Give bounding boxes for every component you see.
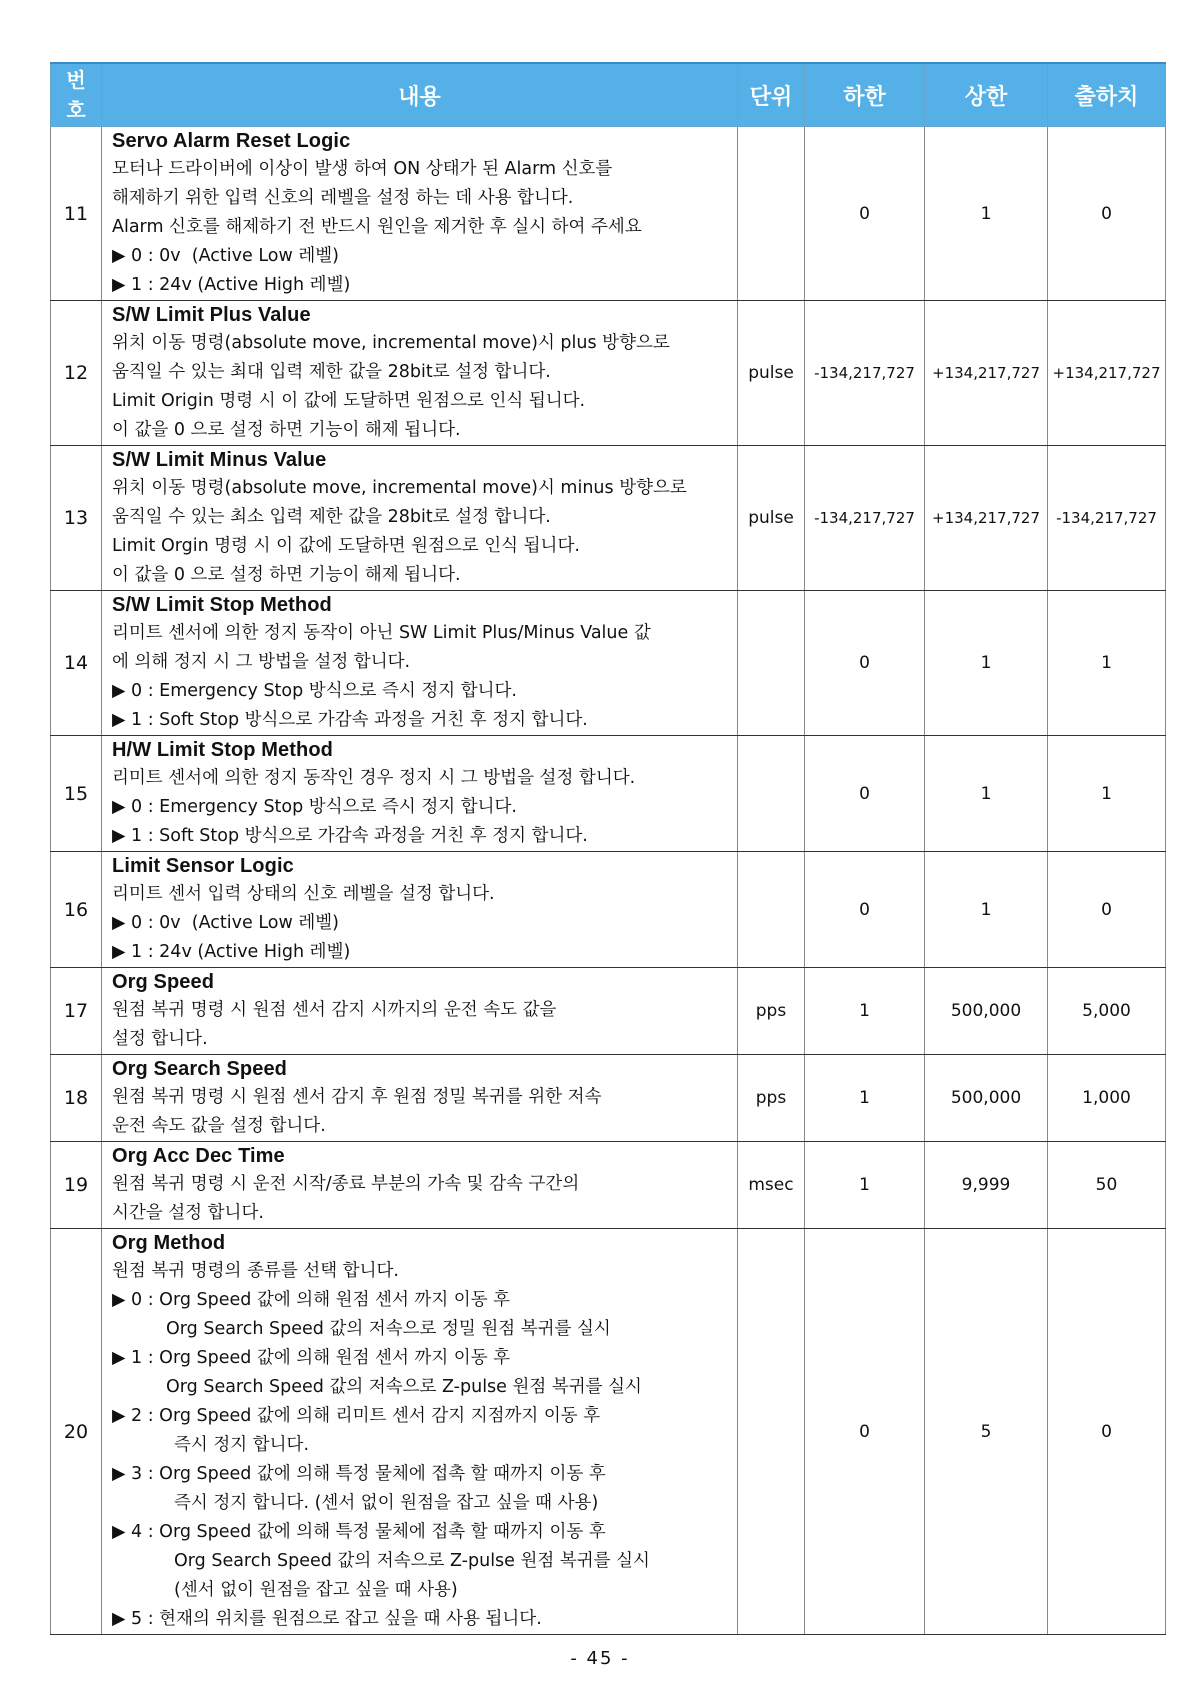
description-line: 위치 이동 명령(absolute move, incremental move)시 minus 방향으로: [112, 478, 687, 498]
table-row: [51, 736, 1166, 852]
description-line: Limit Origin 명령 시 이 값에 도달하면 원점으로 인식 됩니다.: [112, 391, 586, 411]
row-content: [102, 127, 738, 301]
description-line: Org Search Speed 값의 저속으로 Z-pulse 원점 복귀를 실시: [174, 1551, 650, 1571]
description-line: 즉시 정지 합니다. (센서 없이 원점을 잡고 싶을 때 사용): [174, 1493, 599, 1513]
parameter-title: Org Speed: [112, 971, 215, 993]
row-default: 1: [1048, 736, 1166, 852]
description-line: ▶ 1 : 24v (Active High 레벨): [112, 942, 351, 962]
row-min: 1: [805, 968, 925, 1055]
parameter-title: H/W Limit Stop Method: [112, 739, 333, 761]
header-number-line-2: 호: [66, 98, 86, 122]
header-default: 출하치: [1048, 63, 1166, 127]
row-content: [102, 446, 738, 591]
row-default: 1,000: [1048, 1055, 1166, 1142]
row-min: 0: [805, 591, 925, 736]
row-min: 0: [805, 736, 925, 852]
description-line: Limit Orgin 명령 시 이 값에 도달하면 원점으로 인식 됩니다.: [112, 536, 580, 556]
row-default: 50: [1048, 1142, 1166, 1229]
description-line: Alarm 신호를 해제하기 전 반드시 원인을 제거한 후 실시 하여 주세요: [112, 217, 642, 237]
row-content: [102, 968, 738, 1055]
description-line: ▶ 3 : Org Speed 값에 의해 특정 물체에 접촉 할 때까지 이동 후: [112, 1464, 606, 1484]
table-row: [51, 852, 1166, 968]
row-content: [102, 852, 738, 968]
table-row: [51, 591, 1166, 736]
row-min: 0: [805, 127, 925, 301]
row-min: -134,217,727: [805, 446, 925, 591]
row-default: 0: [1048, 1229, 1166, 1635]
row-unit: pps: [738, 968, 805, 1055]
parameter-title: Org Search Speed: [112, 1058, 287, 1080]
description-line: 리미트 센서에 의한 정지 동작이 아닌 SW Limit Plus/Minus Value 값: [112, 623, 651, 643]
row-number: 19: [51, 1142, 102, 1229]
row-unit: msec: [738, 1142, 805, 1229]
description-line: ▶ 1 : Soft Stop 방식으로 가감속 과정을 거친 후 정지 합니다.: [112, 826, 588, 846]
row-number: 11: [51, 127, 102, 301]
row-min: 0: [805, 1229, 925, 1635]
parameter-title: S/W Limit Stop Method: [112, 594, 332, 616]
table-header-row: [51, 63, 1166, 127]
row-min: 1: [805, 1142, 925, 1229]
description-line: ▶ 0 : 0v (Active Low 레벨): [112, 913, 339, 933]
table-row: [51, 1055, 1166, 1142]
header-unit: 단위: [738, 63, 805, 127]
header-number-line-1: 번: [66, 68, 86, 92]
row-number: 12: [51, 301, 102, 446]
parameter-title: Org Acc Dec Time: [112, 1145, 285, 1167]
description-line: 이 값을 0 으로 설정 하면 기능이 해제 됩니다.: [112, 420, 461, 440]
description-line: 원점 복귀 명령 시 운전 시작/종료 부분의 가속 및 감속 구간의: [112, 1174, 580, 1194]
row-max: 1: [925, 736, 1048, 852]
description-line: ▶ 0 : Emergency Stop 방식으로 즉시 정지 합니다.: [112, 681, 517, 701]
table-row: [51, 301, 1166, 446]
row-number: 14: [51, 591, 102, 736]
parameter-title: S/W Limit Minus Value: [112, 449, 327, 471]
row-default: -134,217,727: [1048, 446, 1166, 591]
description-line: 움직일 수 있는 최대 입력 제한 값을 28bit로 설정 합니다.: [112, 362, 551, 382]
row-number: 15: [51, 736, 102, 852]
description-line: 시간을 설정 합니다.: [112, 1203, 264, 1223]
row-default: 0: [1048, 127, 1166, 301]
description-line: Org Search Speed 값의 저속으로 Z-pulse 원점 복귀를 실시: [166, 1377, 642, 1397]
row-min: -134,217,727: [805, 301, 925, 446]
row-content: [102, 736, 738, 852]
description-line: 운전 속도 값을 설정 합니다.: [112, 1116, 326, 1136]
row-max: 500,000: [925, 1055, 1048, 1142]
description-line: 에 의해 정지 시 그 방법을 설정 합니다.: [112, 652, 411, 672]
description-line: 원점 복귀 명령 시 원점 센서 감지 시까지의 운전 속도 값을: [112, 1000, 557, 1020]
row-number: 13: [51, 446, 102, 591]
header-min: 하한: [805, 63, 925, 127]
table-body: [51, 127, 1166, 1635]
row-max: 1: [925, 852, 1048, 968]
page-number: - 45 -: [570, 1648, 630, 1669]
description-line: 모터나 드라이버에 이상이 발생 하여 ON 상태가 된 Alarm 신호를: [112, 159, 613, 179]
header-max: 상한: [925, 63, 1048, 127]
parameter-title: Servo Alarm Reset Logic: [112, 130, 351, 152]
description-line: 이 값을 0 으로 설정 하면 기능이 해제 됩니다.: [112, 565, 461, 585]
row-number: 16: [51, 852, 102, 968]
table-row: [51, 1142, 1166, 1229]
row-default: 0: [1048, 852, 1166, 968]
row-number: 20: [51, 1229, 102, 1635]
description-line: 원점 복귀 명령의 종류를 선택 합니다.: [112, 1261, 399, 1281]
description-line: 리미트 센서에 의한 정지 동작인 경우 정지 시 그 방법을 설정 합니다.: [112, 768, 636, 788]
table-row: [51, 127, 1166, 301]
description-line: 리미트 센서 입력 상태의 신호 레벨을 설정 합니다.: [112, 884, 495, 904]
row-content: [102, 1142, 738, 1229]
table-row: [51, 968, 1166, 1055]
description-line: ▶ 4 : Org Speed 값에 의해 특정 물체에 접촉 할 때까지 이동 후: [112, 1522, 606, 1542]
row-content: [102, 1055, 738, 1142]
row-default: 5,000: [1048, 968, 1166, 1055]
row-max: 500,000: [925, 968, 1048, 1055]
row-number: 17: [51, 968, 102, 1055]
description-line: ▶ 1 : 24v (Active High 레벨): [112, 275, 351, 295]
row-unit: pulse: [738, 446, 805, 591]
description-line: 즉시 정지 합니다.: [174, 1435, 310, 1455]
row-max: +134,217,727: [925, 446, 1048, 591]
description-line: 원점 복귀 명령 시 원점 센서 감지 후 원점 정밀 복귀를 위한 저속: [112, 1087, 602, 1107]
description-line: 움직일 수 있는 최소 입력 제한 값을 28bit로 설정 합니다.: [112, 507, 551, 527]
description-line: ▶ 1 : Org Speed 값에 의해 원점 센서 까지 이동 후: [112, 1348, 511, 1368]
description-line: 설정 합니다.: [112, 1029, 208, 1049]
row-min: 0: [805, 852, 925, 968]
row-unit: [738, 591, 805, 736]
row-unit: pulse: [738, 301, 805, 446]
parameter-title: Org Method: [112, 1232, 226, 1254]
header-content: 내용: [102, 63, 738, 127]
row-default: 1: [1048, 591, 1166, 736]
row-number: 18: [51, 1055, 102, 1142]
description-line: ▶ 5 : 현재의 위치를 원점으로 잡고 싶을 때 사용 됩니다.: [112, 1609, 542, 1629]
row-unit: [738, 127, 805, 301]
description-line: ▶ 1 : Soft Stop 방식으로 가감속 과정을 거친 후 정지 합니다.: [112, 710, 588, 730]
row-default: +134,217,727: [1048, 301, 1166, 446]
description-line: ▶ 2 : Org Speed 값에 의해 리미트 센서 감지 지점까지 이동 후: [112, 1406, 601, 1426]
header-number: [51, 63, 102, 127]
table-row: [51, 446, 1166, 591]
parameter-title: Limit Sensor Logic: [112, 855, 294, 877]
table-row: [51, 1229, 1166, 1635]
description-line: ▶ 0 : 0v (Active Low 레벨): [112, 246, 339, 266]
row-unit: [738, 1229, 805, 1635]
description-line: ▶ 0 : Org Speed 값에 의해 원점 센서 까지 이동 후: [112, 1290, 511, 1310]
parameter-title: S/W Limit Plus Value: [112, 304, 311, 326]
description-line: 위치 이동 명령(absolute move, incremental move)시 plus 방향으로: [112, 333, 670, 353]
row-max: 5: [925, 1229, 1048, 1635]
row-content: [102, 591, 738, 736]
row-max: 1: [925, 127, 1048, 301]
description-line: 해제하기 위한 입력 신호의 레벨을 설정 하는 데 사용 합니다.: [112, 188, 574, 208]
parameter-table: [50, 62, 1166, 1635]
row-unit: [738, 736, 805, 852]
description-line: ▶ 0 : Emergency Stop 방식으로 즉시 정지 합니다.: [112, 797, 517, 817]
row-max: 9,999: [925, 1142, 1048, 1229]
description-line: (센서 없이 원점을 잡고 싶을 때 사용): [174, 1580, 458, 1600]
row-max: +134,217,727: [925, 301, 1048, 446]
row-unit: pps: [738, 1055, 805, 1142]
row-content: [102, 301, 738, 446]
row-min: 1: [805, 1055, 925, 1142]
row-content: [102, 1229, 738, 1635]
description-line: Org Search Speed 값의 저속으로 정밀 원점 복귀를 실시: [166, 1319, 611, 1339]
row-unit: [738, 852, 805, 968]
row-max: 1: [925, 591, 1048, 736]
